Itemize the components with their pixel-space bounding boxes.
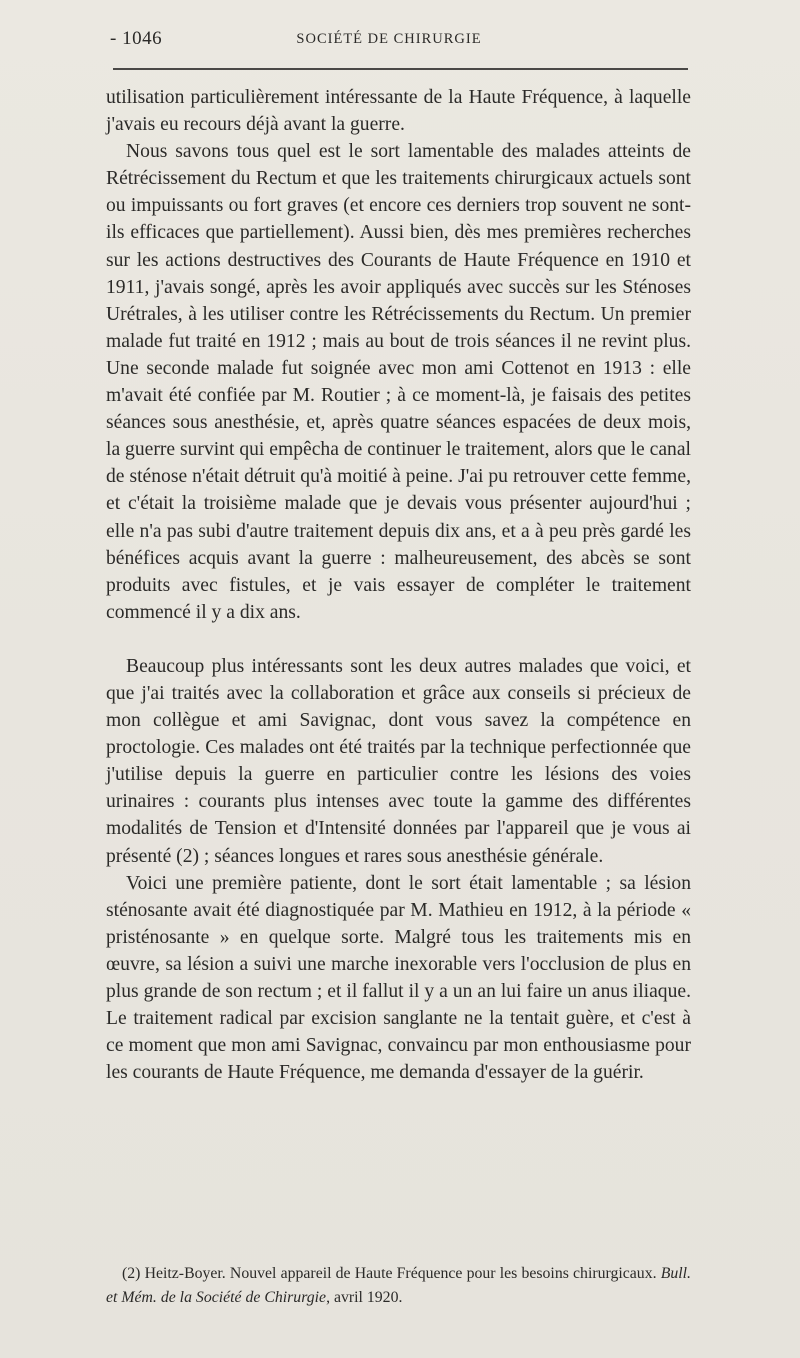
header-rule — [113, 68, 688, 70]
running-head — [84, 24, 694, 54]
body-text — [106, 84, 691, 1086]
footnote-journal: Bull. et Mém. de la Société de Chirurgie — [106, 1265, 691, 1306]
footnote — [106, 1262, 691, 1310]
running-title: SOCIÉTÉ DE CHIRURGIE — [296, 31, 482, 47]
paragraph-retrecissement: Nous savons tous quel est le sort lamentable des malades atteints de Rétrécissement du Rectum et que les traitements chirurgicaux actuels sont ou impuissants ou fort graves (et encore ces derniers trop souvent ne sont-ils efficaces que partiellement). Aussi bien, dès mes premières recherches sur les actions destructives des Courants de Haute Fréquence en 1910 et 1911, j'avais songé, après les avoir appliqués avec succès sur les Sténoses Urétrales, à les utiliser contre les Rétrécissements du Rectum. Un premier malade fut traité en 1912 ; mais au bout de trois séances il ne revint plus. Une seconde malade fut soignée avec mon ami Cottenot en 1913 : elle m'avait été confiée par M. Routier ; à ce moment-là, je faisais des petites séances sous anesthésie, et, après quatre séances espacées de deux mois, la guerre survint qui empêcha de continuer le traitement, alors que le canal de sténose n'était détruit qu'à moitié à peine. J'ai pu retrouver cette femme, et c'était la troisième malade que je devais vous présenter aujourd'hui ; elle n'a pas subi d'autre traitement depuis dix ans, et a à peu près gardé les bénéfices acquis avant la guerre : malheureusement, des abcès se sont produits avec fistules, et je vais essayer de compléter le traitement commencé il y a dix ans. — [106, 141, 691, 623]
paragraph-continuation: utilisation particulièrement intéressante de la Haute Fréquence, à laquelle j'avais eu recours déjà avant la guerre. — [106, 87, 691, 136]
footnote-date: , avril 1920. — [326, 1289, 403, 1306]
footnote-citation: (2) Heitz-Boyer. Nouvel appareil de Haute Fréquence pour les besoins chirurgicaux. — [122, 1265, 661, 1282]
footnote-text — [106, 1262, 691, 1310]
paragraph-premiere-patiente: Voici une première patiente, dont le sort était lamentable ; sa lésion sténosante avait été diagnostiquée par M. Mathieu en 1912, à la période « pristénosante » en quelque sorte. Malgré tous les traitements mis en œuvre, sa lésion a suivi une marche inexorable vers l'occlusion de plus en plus grande de son rectum ; et il fallut il y a un an lui faire un anus iliaque. Le traitement radical par excision sanglante ne la tentait guère, et c'est à ce moment que mon ami Savignac, convaincu par mon enthousiasme pour les courants de Haute Fréquence, me demanda d'essayer de la guérir. — [106, 872, 691, 1084]
page-number: - 1046 — [110, 28, 163, 49]
paragraph-deux-malades: Beaucoup plus intéressants sont les deux autres malades que voici, et que j'ai traités avec la collaboration et grâce aux conseils si précieux de mon collègue et ami Savignac, dont vous savez la compétence en proctologie. Ces malades ont été traités par la technique perfectionnée que j'utilise depuis la guerre en particulier contre les lésions des voies urinaires : courants plus intenses avec toute la gamme des différentes modalités de Tension et d'Intensité données par l'appareil que je vous ai présenté (2) ; séances longues et rares sous anesthésie générale. — [106, 655, 691, 867]
